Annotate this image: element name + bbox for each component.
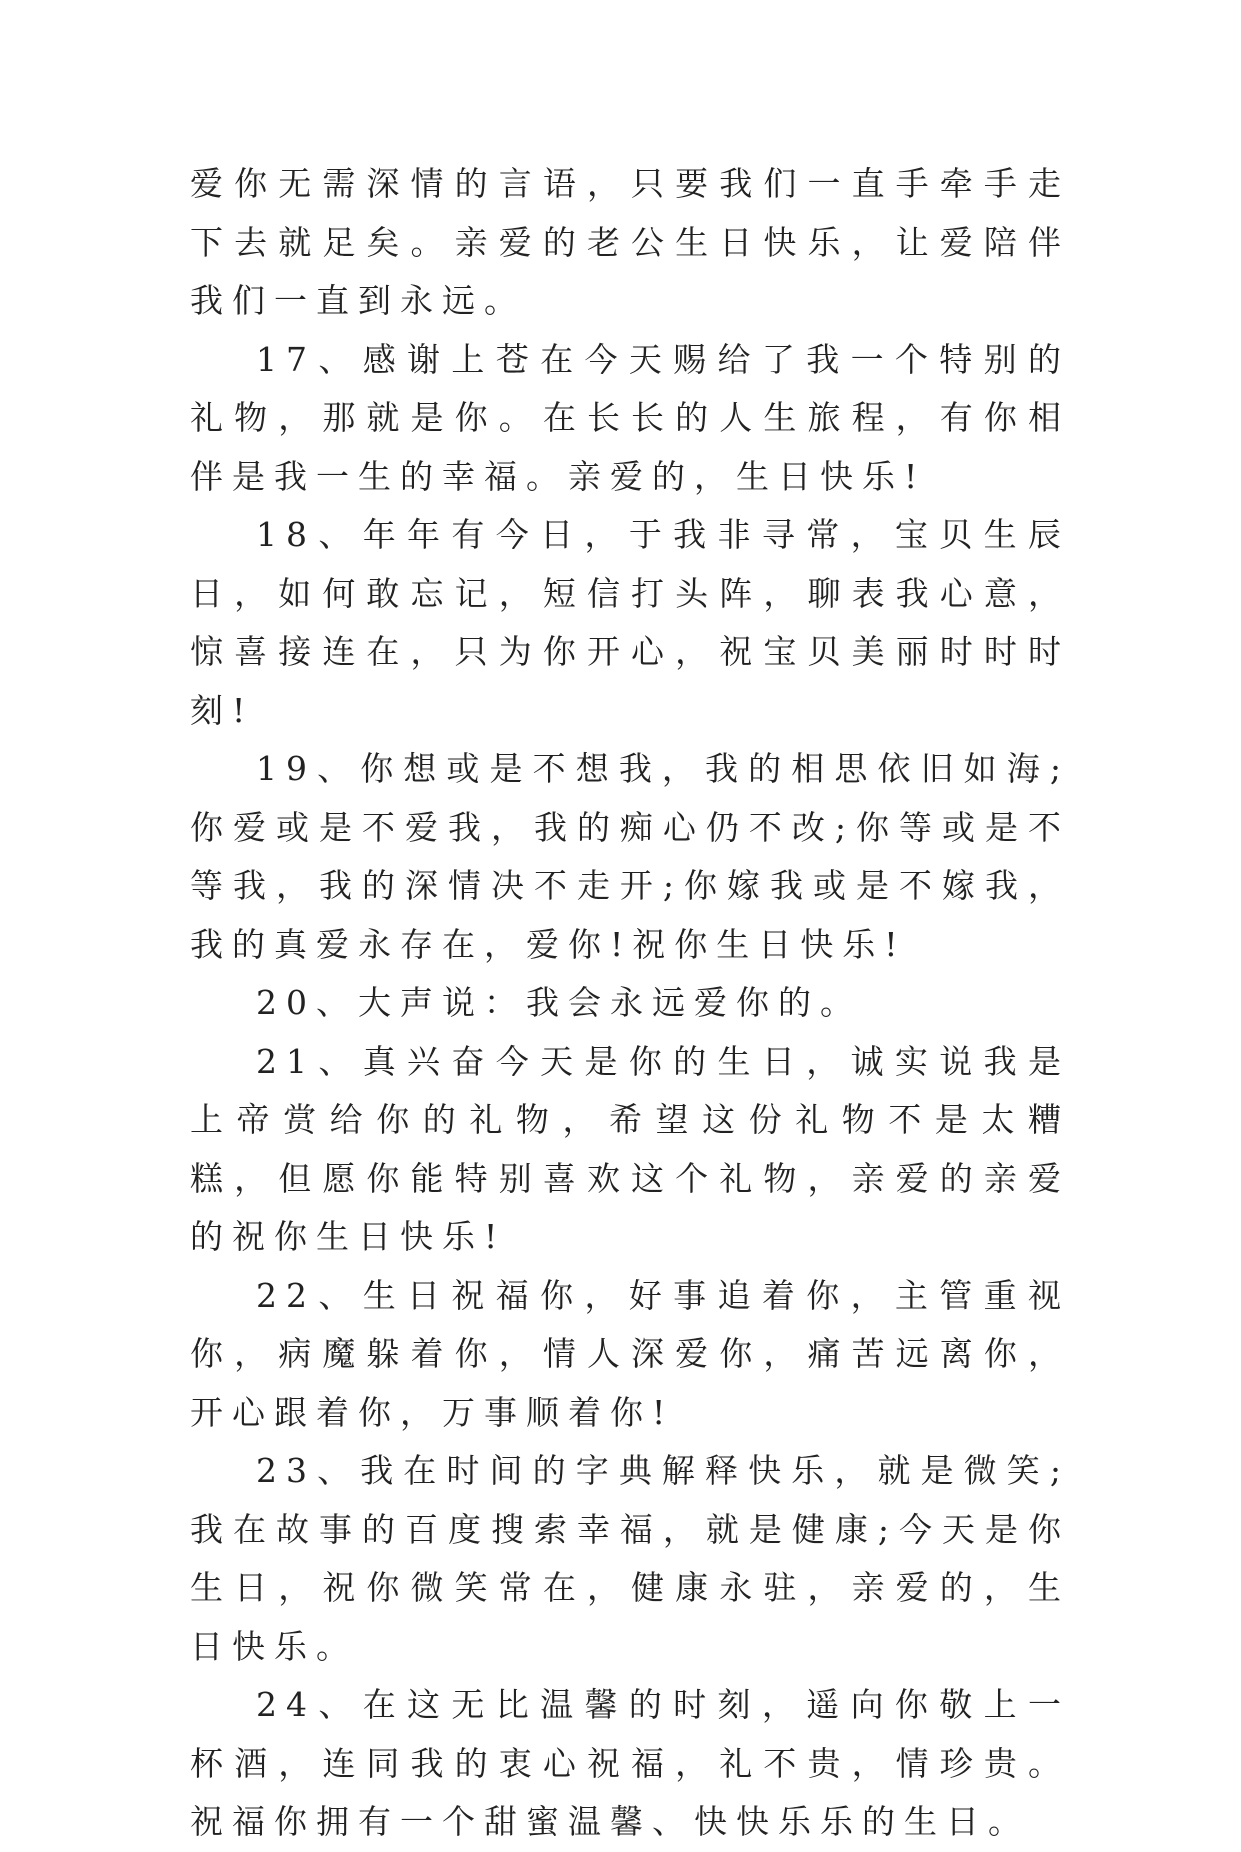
paragraph-continuation: 爱你无需深情的言语，只要我们一直手牵手走下去就足矣。亲爱的老公生日快乐，让爱陪伴我们一直到永远。 <box>190 164 1070 320</box>
paragraph-20: 20、大声说：我会永远爱你的。 <box>256 983 862 1022</box>
paragraph-23: 23、我在时间的字典解释快乐，就是微笑;我在故事的百度搜索幸福，就是健康;今天是你生日，祝你微笑常在，健康永驻，亲爱的，生日快乐。 <box>190 1451 1070 1666</box>
paragraph-17: 17、感谢上苍在今天赐给了我一个特别的礼物，那就是你。在长长的人生旅程，有你相伴是我一生的幸福。亲爱的，生日快乐! <box>190 339 1070 496</box>
paragraph-22: 22、生日祝福你，好事追着你，主管重视你，病魔躲着你，情人深爱你，痛苦远离你，开心跟着你，万事顺着你! <box>190 1275 1070 1432</box>
paragraph-19: 19、你想或是不想我，我的相思依旧如海;你爱或是不爱我，我的痴心仍不改;你等或是不等我，我的深情决不走开;你嫁我或是不嫁我，我的真爱永存在，爱你!祝你生日快乐! <box>190 749 1070 964</box>
document-body <box>190 155 1070 1852</box>
paragraph-24: 24、在这无比温馨的时刻，遥向你敬上一杯酒，连同我的衷心祝福，礼不贵，情珍贵。祝福你拥有一个甜蜜温馨、快快乐乐的生日。 <box>190 1685 1070 1841</box>
paragraph-18: 18、年年有今日，于我非寻常，宝贝生辰日，如何敢忘记，短信打头阵，聊表我心意，惊喜接连在，只为你开心，祝宝贝美丽时时时刻! <box>190 515 1070 730</box>
paragraph-21: 21、真兴奋今天是你的生日，诚实说我是上帝赏给你的礼物，希望这份礼物不是太糟糕，但愿你能特别喜欢这个礼物，亲爱的亲爱的祝你生日快乐! <box>190 1041 1070 1256</box>
